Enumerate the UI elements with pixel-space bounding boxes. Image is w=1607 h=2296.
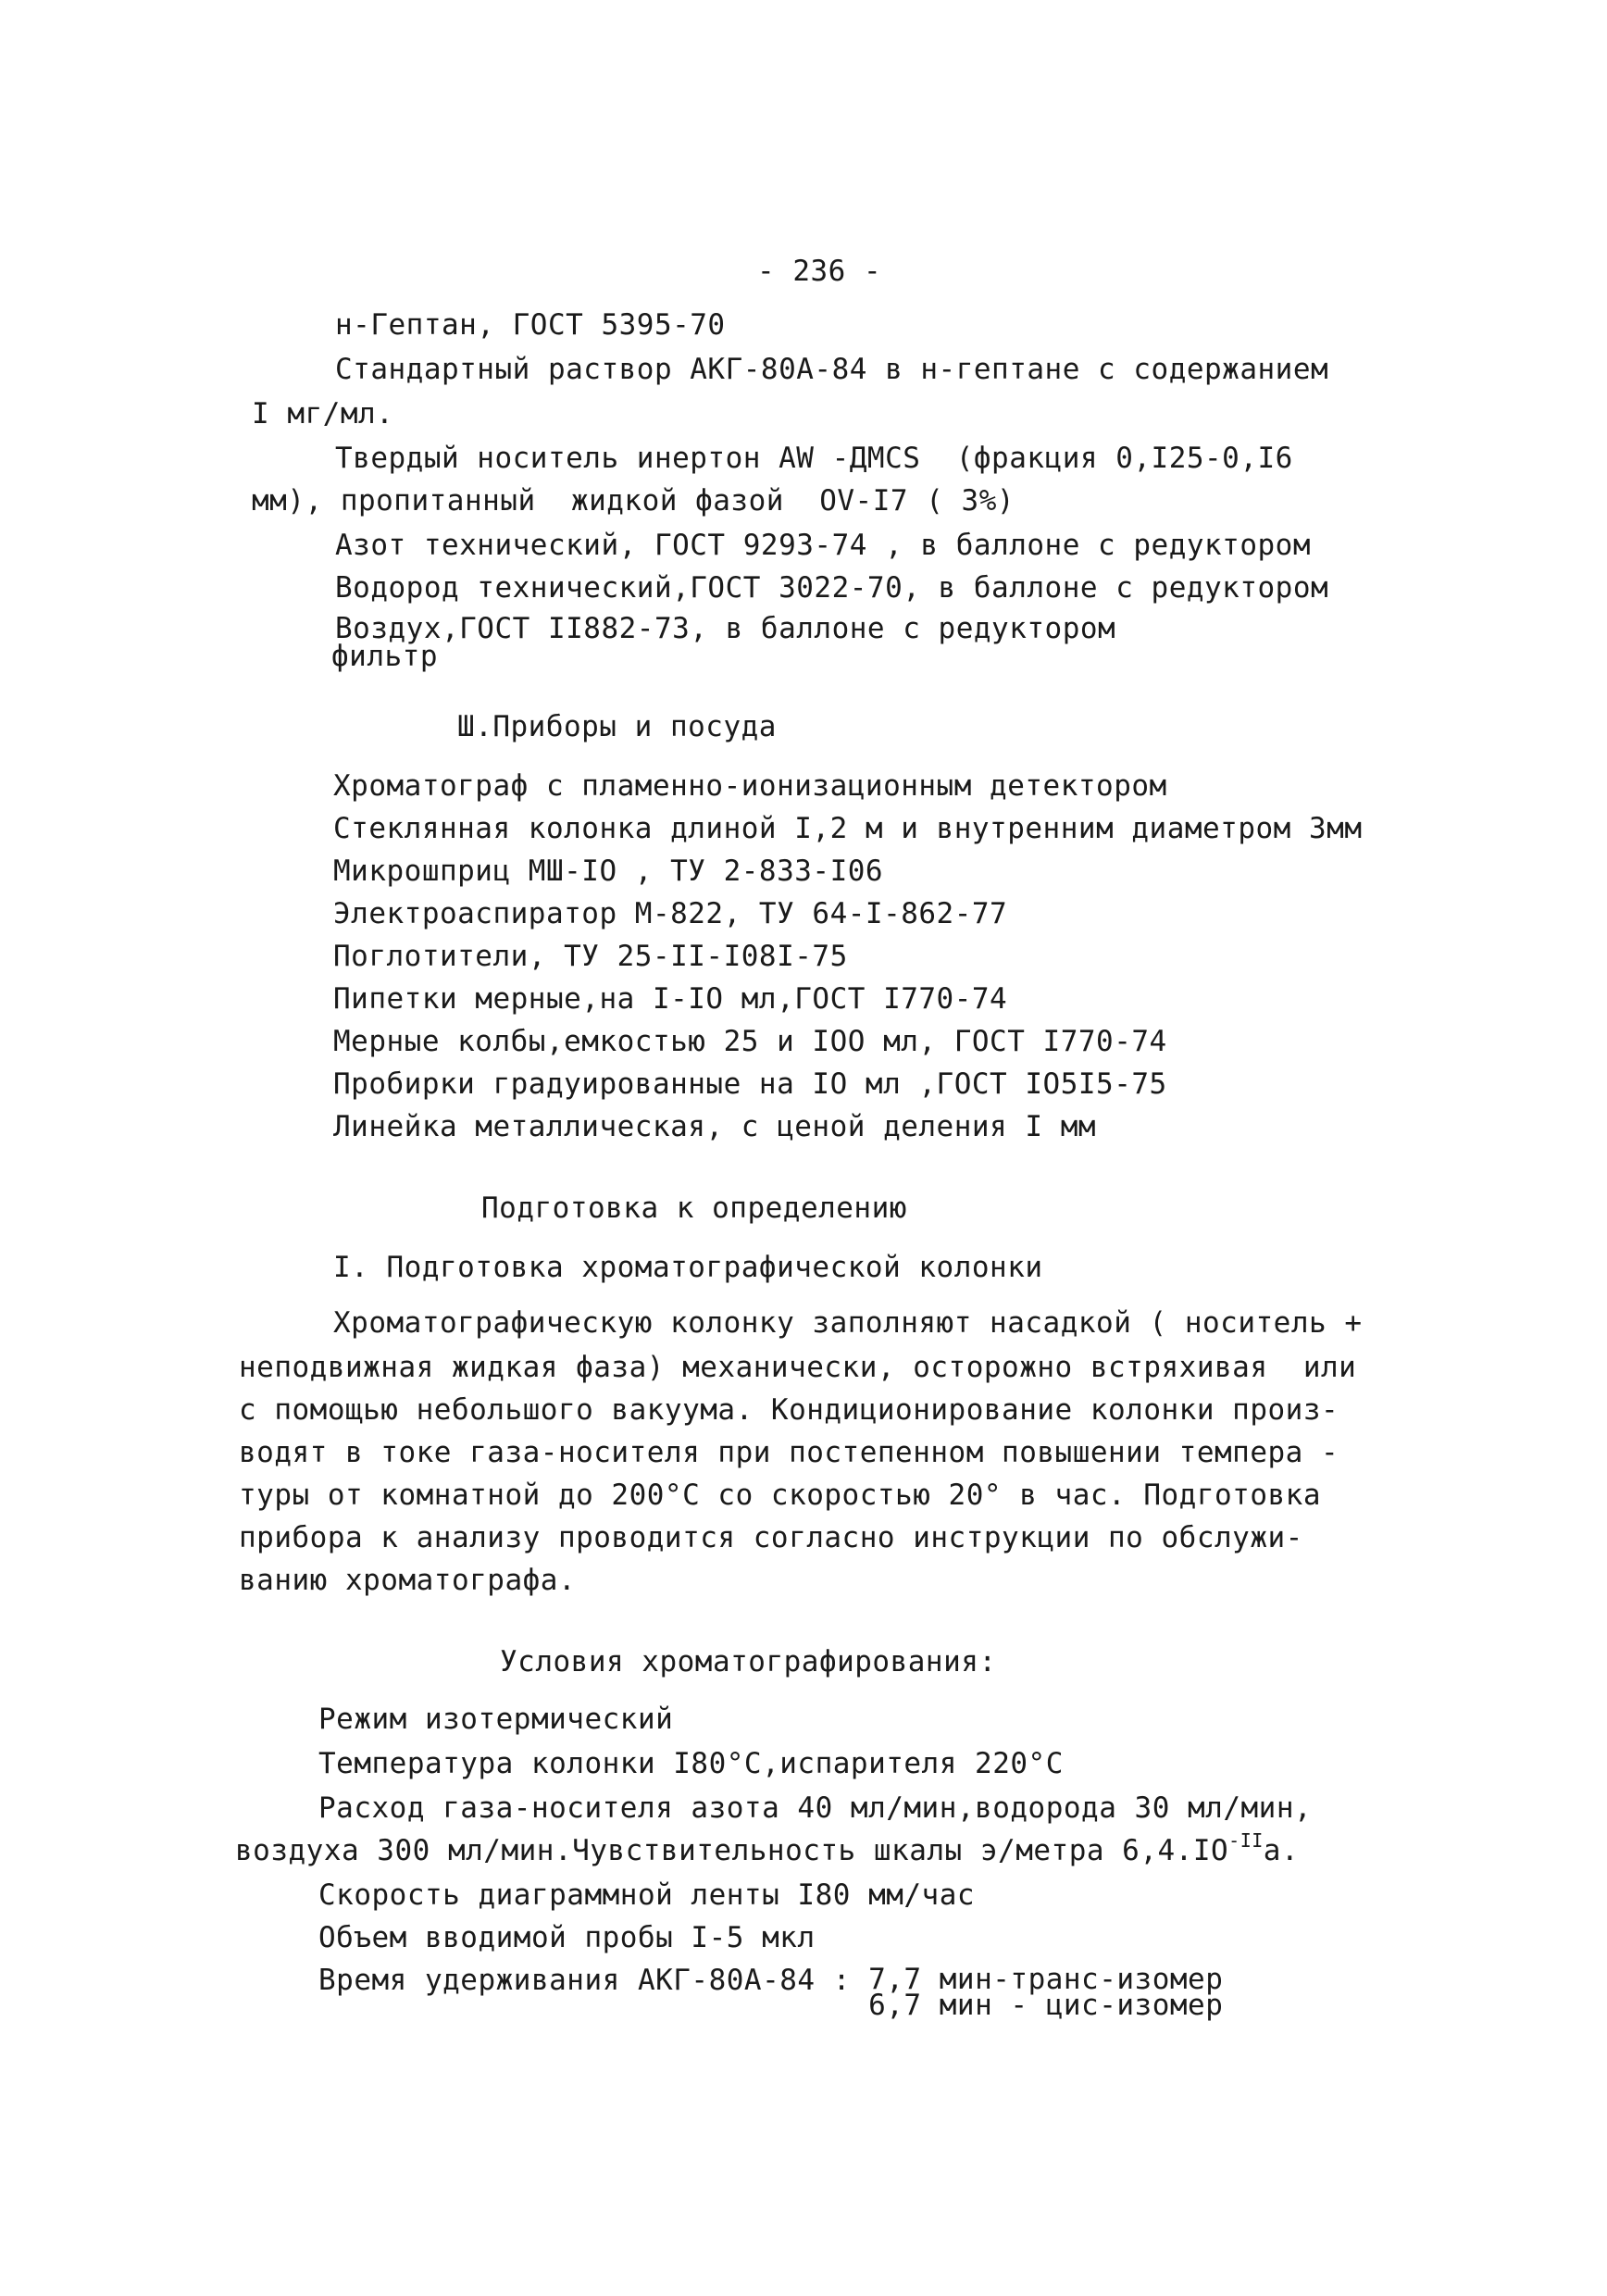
reagent-line: Водород технический,ГОСТ 3022-70, в баллоне с редуктором — [335, 571, 1329, 605]
paragraph-line: ванию хроматографа. — [239, 1564, 577, 1597]
instrument-item: Стеклянная колонка длиной I,2 м и внутренним диаметром 3мм — [333, 812, 1363, 845]
instrument-item: Микрошприц МШ-IO , ТУ 2-833-I06 — [333, 855, 884, 888]
paragraph-line: Хроматографическую колонку заполняют насадкой ( носитель + — [333, 1306, 1363, 1340]
instrument-item: Хроматограф с пламенно-ионизационным детектором — [333, 769, 1167, 803]
exponent: -II — [1228, 1829, 1264, 1852]
reagent-line: мм), пропитанный жидкой фазой OV-I7 ( 3%) — [252, 484, 1015, 518]
paragraph-line: прибора к анализу проводится согласно инструкции по обслужи- — [239, 1521, 1303, 1554]
condition-flow: Расход газа-носителя азота 40 мл/мин,водорода 30 мл/мин, — [318, 1791, 1313, 1825]
paragraph-line: неподвижная жидкая фаза) механически, осторожно встряхивая или — [239, 1351, 1357, 1384]
instrument-item: Пробирки градуированные на IO мл ,ГОСТ IO5I5-75 — [333, 1067, 1167, 1101]
condition-mode: Режим изотермический — [318, 1703, 674, 1736]
instrument-item: Мерные колбы,емкостью 25 и IOO мл, ГОСТ I770-74 — [333, 1025, 1167, 1058]
instrument-item: Пипетки мерные,на I-IO мл,ГОСТ I770-74 — [333, 982, 1008, 1016]
retention-trans: 7,7 мин-транс-изомер — [868, 1963, 1224, 1996]
page-number: - 236 - — [757, 255, 882, 288]
instrument-item: Линейка металлическая, с ценой деления I мм — [333, 1110, 1097, 1143]
condition-sample-volume: Объем вводимой пробы I-5 мкл — [318, 1921, 816, 1954]
reagent-line: Твердый носитель инертон AW -ДМСS (фракция 0,I25-0,I6 — [335, 442, 1293, 475]
condition-chart-speed: Скорость диаграммной ленты I80 мм/час — [318, 1878, 976, 1912]
flow-unit: а. — [1263, 1834, 1300, 1867]
paragraph-line: с помощью небольшого вакуума. Кондиционирование колонки произ- — [239, 1393, 1339, 1427]
condition-flow-sensitivity — [235, 1829, 1300, 1867]
instrument-item: Поглотители, ТУ 25-II-I08I-75 — [333, 940, 848, 973]
retention-label: Время удерживания АКГ-80А-84 : — [318, 1964, 851, 1997]
condition-temperature: Температура колонки I80°С,испарителя 220°С — [318, 1747, 1064, 1780]
section-heading: Ш.Приборы и посуда — [457, 710, 777, 743]
reagent-line: Стандартный раствор АКГ-80А-84 в н-гептане с содержанием — [335, 353, 1329, 386]
retention-cis: 6,7 мин - цис-изомер — [868, 1989, 1224, 2022]
retention-values — [868, 1963, 1224, 2022]
paragraph-line: туры от комнатной до 200°С со скоростью 20° в час. Подготовка — [239, 1479, 1321, 1512]
flow-text: воздуха 300 мл/мин.Чувствительность шкалы э/метра 6,4.IO — [235, 1834, 1229, 1867]
subsection-heading: I. Подготовка хроматографической колонки — [333, 1251, 1043, 1284]
condition-retention — [318, 1963, 1224, 2022]
reagent-line: I мг/мл. — [252, 397, 394, 430]
reagent-line: Азот технический, ГОСТ 9293-74 , в баллоне с редуктором — [335, 529, 1311, 562]
reagent-line: фильтр — [331, 640, 438, 673]
paragraph-line: водят в токе газа-носителя при постепенном повышении темпера - — [239, 1436, 1339, 1469]
reagent-line: Воздух,ГОСТ II882-73, в баллоне с редуктором — [335, 612, 1116, 645]
instrument-item: Электроаспиратор М-822, ТУ 64-I-862-77 — [333, 897, 1008, 930]
section-heading: Условия хроматографирования: — [500, 1645, 997, 1678]
section-heading: Подготовка к определению — [481, 1192, 907, 1225]
reagent-line: н-Гептан, ГОСТ 5395-70 — [335, 308, 726, 342]
